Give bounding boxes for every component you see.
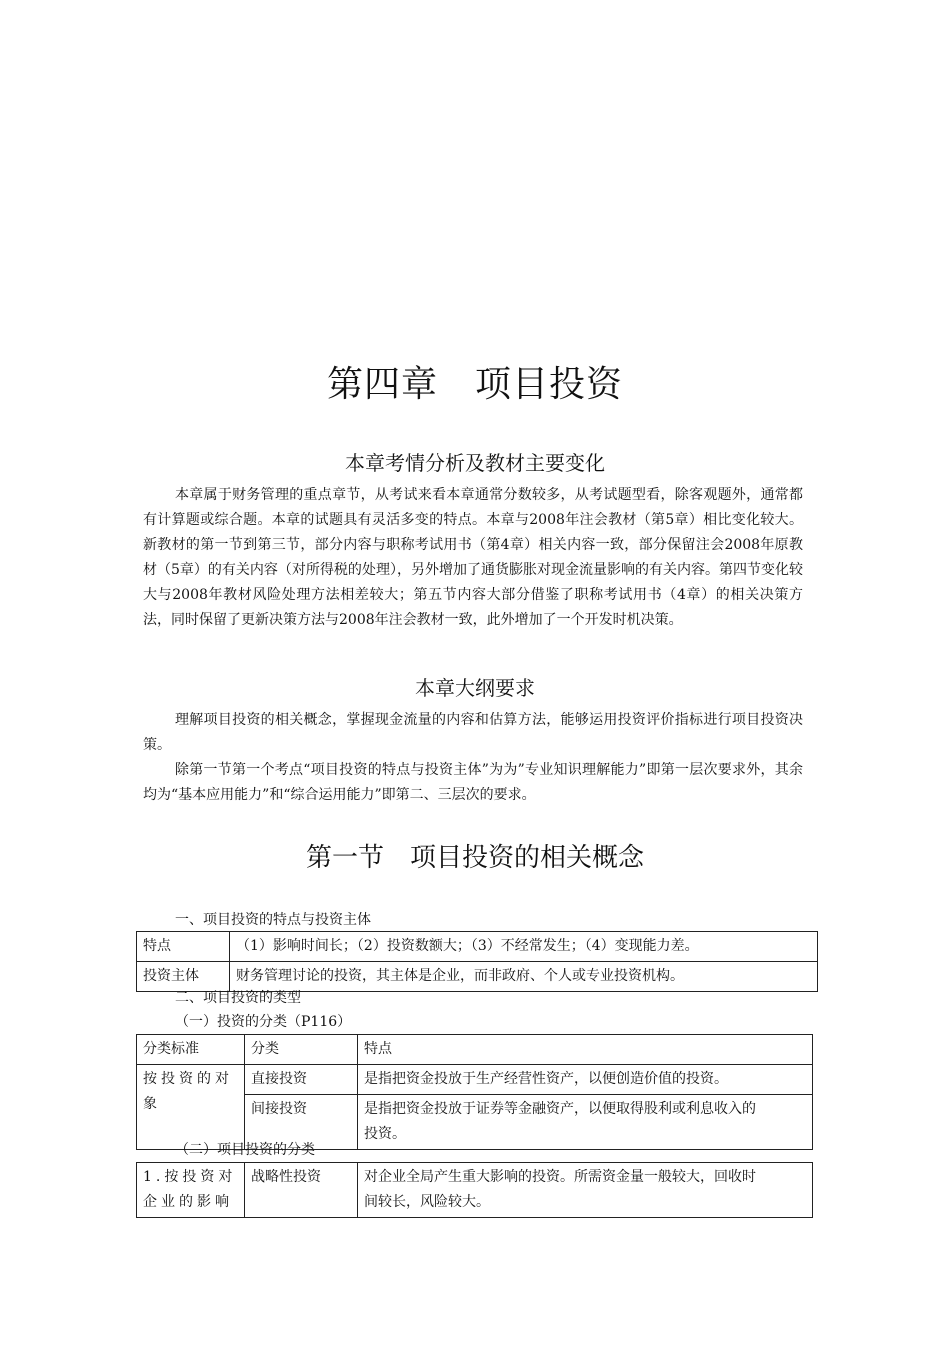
subheading-features: 一、项目投资的特点与投资主体 — [175, 912, 371, 928]
syllabus-heading: 本章大纲要求 — [415, 676, 535, 700]
table-cell: 战略性投资 — [245, 1163, 358, 1218]
section-title: 第一节 项目投资的相关概念 — [305, 843, 644, 873]
features-table — [136, 931, 818, 992]
chapter-title: 第四章 项目投资 — [326, 364, 623, 405]
table-row — [137, 1065, 813, 1095]
table-cell: 投资主体 — [137, 962, 230, 992]
analysis-heading: 本章考情分析及教材主要变化 — [345, 451, 605, 475]
analysis-paragraph: 本章属于财务管理的重点章节，从考试来看本章通常分数较多，从考试题型看，除客观题外，通常都有计算题或综合题。本章的试题具有灵活多变的特点。本章与2008年注会教材（第5章）相比变化较大。新教材的第一节到第三节，部分内容与职称考试用书（第4章）相关内容一致，部分保留注会2008年原教材（5章）的有关内容（对所得税的处理），另外增加了通货膨胀对现金流量影响的有关内容。第四节变化较大与2008年教材风险处理方法相差较大；第五节内容大部分借鉴了职称考试用书（4章）的相关决策方法，同时保留了更新决策方法与2008年注会教材一致，此外增加了一个开发时机决策。 — [143, 487, 803, 628]
syllabus-paragraph-2: 除第一节第一个考点“项目投资的特点与投资主体”为为”专业知识理解能力”即第一层次要求外，其余均为“基本应用能力”和“综合运用能力”即第二、三层次的要求。 — [143, 762, 803, 803]
table-cell: 特点 — [137, 932, 230, 962]
table-cell: 1.按投资对企业的影响 — [137, 1163, 245, 1218]
subheading-project-types: （二）项目投资的分类 — [175, 1142, 315, 1158]
subheading-classification: （一）投资的分类（P116） — [175, 1014, 352, 1030]
table-cell: 按投资的对象 — [137, 1065, 245, 1150]
table-cell: （1）影响时间长；（2）投资数额大；（3）不经常发生；（4）变现能力差。 — [230, 932, 818, 962]
table-row — [137, 962, 818, 992]
table-cell: 财务管理讨论的投资，其主体是企业，而非政府、个人或专业投资机构。 — [230, 962, 818, 992]
table-header-cell: 分类标准 — [137, 1035, 245, 1065]
syllabus-paragraph-1: 理解项目投资的相关概念，掌握现金流量的内容和估算方法，能够运用投资评价指标进行项目投资决策。 — [143, 712, 803, 753]
table-cell: 是指把资金投放于生产经营性资产，以便创造价值的投资。 — [358, 1065, 813, 1095]
classification-table — [136, 1034, 813, 1150]
subheading-types: 二、项目投资的类型 — [175, 990, 301, 1006]
table-cell: 对企业全局产生重大影响的投资。所需资金量一般较大，回收时间较长，风险较大。 — [358, 1163, 813, 1218]
table-header-row — [137, 1035, 813, 1065]
table-row — [137, 932, 818, 962]
table-row — [137, 1163, 813, 1218]
project-types-table — [136, 1162, 813, 1218]
table-cell: 是指把资金投放于证券等金融资产，以便取得股利或利息收入的投资。 — [358, 1095, 813, 1150]
table-cell: 间接投资 — [245, 1095, 358, 1150]
table-cell: 直接投资 — [245, 1065, 358, 1095]
table-header-cell: 特点 — [358, 1035, 813, 1065]
table-header-cell: 分类 — [245, 1035, 358, 1065]
